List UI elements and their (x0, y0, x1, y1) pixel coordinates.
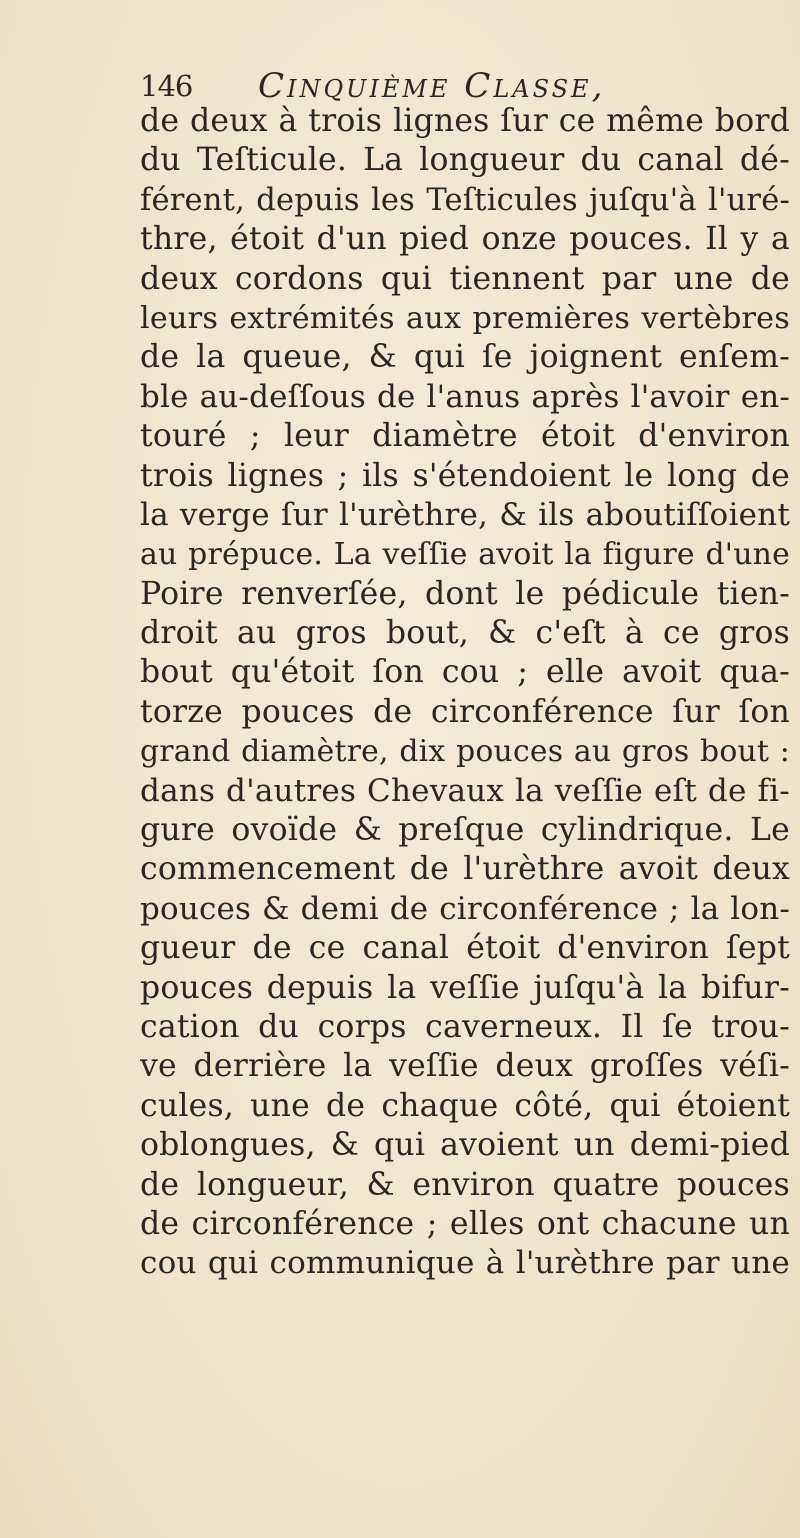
text-line: ble au-deſſous de l'anus après l'avoir en- (140, 378, 790, 415)
text-line: deux cordons qui tiennent par une de (140, 260, 790, 297)
text-line: gure ovoïde & preſque cylindrique. Le (140, 812, 790, 849)
text-line: droit au gros bout, & c'eſt à ce gros (140, 615, 790, 652)
text-line: ve derrière la veſſie deux groſſes véſi- (140, 1048, 790, 1085)
body-text (140, 102, 790, 1284)
page-number: 146 (140, 69, 193, 103)
text-line: torze pouces de circonférence ſur ſon (140, 693, 790, 730)
text-line: de circonférence ; elles ont chacune un (140, 1205, 790, 1242)
text-line: grand diamètre, dix pouces au gros bout : (140, 734, 790, 770)
text-line: du Teſticule. La longueur du canal dé- (140, 142, 790, 179)
text-line: de la queue, & qui ſe joignent enſem- (140, 339, 790, 376)
text-line: de deux à trois lignes ſur ce même bord (140, 103, 790, 139)
text-line: gueur de ce canal étoit d'environ ſept (140, 930, 790, 967)
text-line: dans d'autres Chevaux la veſſie eſt de fi- (140, 772, 790, 809)
text-line: au prépuce. La veſſie avoit la figure d'une (140, 537, 790, 573)
text-line: touré ; leur diamètre étoit d'environ (140, 418, 790, 455)
text-line: thre, étoit d'un pied onze pouces. Il y a (140, 221, 790, 258)
text-line: cou qui communique à l'urèthre par une (140, 1245, 790, 1282)
text-line: leurs extrémités aux premières vertèbres (140, 300, 790, 336)
text-line: Poire renverſée, dont le pédicule tien- (140, 575, 790, 612)
page-header (140, 66, 760, 106)
text-line: pouces & demi de circonférence ; la lon- (140, 890, 790, 927)
text-line: oblongues, & qui avoient un demi-pied (140, 1127, 790, 1164)
text-line: férent, depuis les Teſticules juſqu'à l'uré- (140, 182, 790, 218)
text-line: la verge ſur l'urèthre, & ils aboutiſſoient (140, 496, 790, 533)
text-line: cation du corps caverneux. Il ſe trou- (140, 1008, 790, 1045)
text-line: de longueur, & environ quatre pouces (140, 1166, 790, 1203)
running-title: Cinquième Classe, (258, 66, 606, 106)
text-line: trois lignes ; ils s'étendoient le long de (140, 457, 790, 494)
text-line: bout qu'étoit ſon cou ; elle avoit qua- (140, 654, 790, 691)
text-line: cules, une de chaque côté, qui étoient (140, 1087, 790, 1124)
text-line: commencement de l'urèthre avoit deux (140, 851, 790, 888)
text-line: pouces depuis la veſſie juſqu'à la bifur- (140, 969, 790, 1006)
